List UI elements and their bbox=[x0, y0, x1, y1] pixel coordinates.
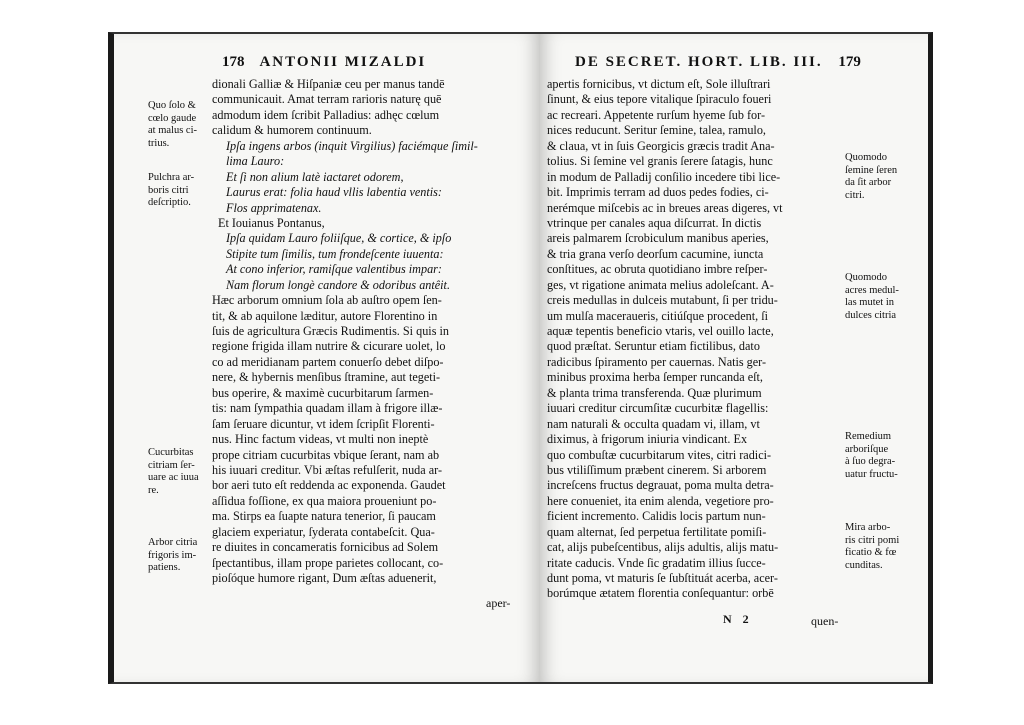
text-line: nices reducunt. Seritur ſemine, talea, ramulo, bbox=[547, 123, 766, 138]
text-line: um mulſa maceraueris, citiúſque procedent, ſi bbox=[547, 308, 768, 323]
signature-mark: N 2 bbox=[723, 612, 753, 626]
left-page-number: 178 bbox=[222, 54, 245, 70]
text-line: co ad meridianam partem conuerſo debet diſpo- bbox=[212, 354, 444, 369]
text-line: quam alternat, ſed perpetua fertilitate pomiſi- bbox=[547, 524, 767, 539]
text-line: bus operire, & maximè cucurbitarum ſarmen- bbox=[212, 385, 434, 400]
text-line: prope citriam cucurbitas vbique ſerant, nam ab bbox=[212, 447, 440, 462]
text-line: Ipſa quidam Lauro foliiſque, & cortice, & ipſo bbox=[226, 231, 452, 246]
margin-note-line: cœlo gaude bbox=[148, 112, 197, 124]
margin-note-line: at malus ci- bbox=[148, 125, 197, 136]
text-line: aſſidua foſſione, ex qua maiora proueniunt po- bbox=[212, 493, 437, 508]
text-line: in modum de Palladij conſilio incedere tibi lice- bbox=[547, 169, 781, 184]
text-line: apertis fornicibus, vt dictum eſt, Sole illuſtrari bbox=[547, 77, 771, 91]
margin-note bbox=[845, 272, 899, 322]
text-line: Hæc arborum omnium ſola ab auſtro opem ſen- bbox=[212, 293, 442, 308]
margin-note-line: Remedium bbox=[845, 431, 892, 442]
margin-note-line: patiens. bbox=[148, 562, 181, 573]
margin-note-line: Quo ſolo & bbox=[148, 100, 196, 111]
margin-note-line: Pulchra ar- bbox=[148, 172, 195, 183]
text-line: diximus, à frigorum iniuria vindicant. Ex bbox=[547, 432, 748, 447]
margin-note-line: uare ac iuua bbox=[148, 472, 199, 483]
text-line: ges, vt rigatione animata melius adoleſcant. A- bbox=[547, 277, 774, 292]
text-line: Stipite tum ſimilis, tum frondeſcente iuuenta: bbox=[226, 246, 444, 261]
text-line: aquæ tepentis beneficio vtaris, vel ouillo lacte, bbox=[547, 324, 774, 338]
text-line: Et Iouianus Pontanus, bbox=[218, 215, 325, 230]
margin-note-line: ficatio & fœ bbox=[845, 547, 897, 558]
left-catchword: aper- bbox=[486, 596, 511, 610]
margin-note bbox=[845, 152, 897, 202]
text-line: ac recreari. Appetente rurſum hyeme ſub for- bbox=[547, 107, 766, 122]
text-line: radicibus ſpiramento per cauernas. Natis ger- bbox=[547, 354, 767, 369]
text-line: creis medullas in dulceis mutabunt, ſi per tridu- bbox=[547, 293, 778, 308]
margin-note-line: Arbor citria bbox=[148, 537, 198, 548]
right-catchword: quen- bbox=[811, 614, 839, 628]
text-line: vtrinque per canales aqua diſcurrat. In dictis bbox=[547, 215, 762, 230]
margin-note bbox=[845, 522, 899, 572]
text-line: re diuites in concameratis fornicibus ad Solem bbox=[212, 540, 439, 555]
left-running-title: ANTONII MIZALDI bbox=[259, 54, 427, 70]
text-line: lima Lauro: bbox=[226, 154, 285, 169]
text-line: bor aeri tuto eſt reddenda ac exponenda. Gaudet bbox=[212, 478, 446, 493]
text-line: ſuis de agricultura Græcis Rudimentis. Si quis in bbox=[212, 324, 449, 338]
margin-note-line: re. bbox=[148, 484, 159, 496]
right-body-text bbox=[547, 77, 837, 602]
text-line: tis: nam ſympathia quadam illam à frigore illæ- bbox=[212, 401, 443, 416]
text-line: dunt poma, vt maturis ſe ſubſtituát acerba, acer- bbox=[547, 571, 778, 585]
text-line: Et ſi non alium latè iactaret odorem, bbox=[226, 169, 404, 184]
text-line: communicauit. Amat terram rarioris naturę quē bbox=[212, 92, 442, 107]
margin-note-line: ris citri pomi bbox=[845, 534, 900, 546]
right-page-number: 179 bbox=[838, 54, 861, 70]
text-line: bus vtiliſſimum præbent cinerem. Si arborem bbox=[547, 462, 767, 477]
text-line: Nam florum longè candore & odoribus antêit. bbox=[226, 277, 450, 292]
margin-note bbox=[845, 431, 898, 481]
margin-note-line: dulces citria bbox=[845, 309, 897, 321]
margin-note-line: acres medul- bbox=[845, 284, 899, 296]
text-line: & planta trima transferenda. Quæ plurimum bbox=[547, 385, 762, 400]
text-line: ſam ſeruare dicuntur, vt idem ſcripſit Florenti- bbox=[212, 416, 435, 431]
text-line: cat, alijs pubeſcentibus, alijs adultis, alijs matu- bbox=[547, 540, 779, 555]
text-line: At cono inferior, ramiſque valentibus impar: bbox=[226, 262, 442, 277]
text-line: increſcens fructus degrauat, poma multa detra- bbox=[547, 478, 774, 493]
margin-note bbox=[148, 447, 199, 497]
text-line: here conueniet, ita enim alenda, vegetiore pro- bbox=[547, 493, 774, 508]
margin-note-line: boris citri bbox=[148, 184, 189, 196]
text-line: calidum & humorem continuum. bbox=[212, 123, 372, 138]
text-line: tolius. Si ſemine vel granis ſerere ſatagis, hunc bbox=[547, 154, 773, 169]
margin-note-line: Mira arbo- bbox=[845, 522, 891, 533]
left-running-head bbox=[222, 54, 426, 71]
margin-note-line: à ſuo degra- bbox=[845, 456, 896, 467]
text-line: Ipſa ingens arbos (inquit Virgilius) faciémque ſimil- bbox=[226, 138, 478, 153]
text-line: borúmque ætatem florentia conſequantur: orbē bbox=[547, 586, 774, 601]
margin-note-line: Quomodo bbox=[845, 272, 887, 283]
margin-note-line: frigoris im- bbox=[148, 549, 197, 561]
margin-note-line: da ſit arbor bbox=[845, 177, 892, 188]
margin-note bbox=[148, 172, 194, 210]
text-line: his iuuari creditur. Vbi æſtas refulſerit, nuda ar- bbox=[212, 462, 443, 477]
margin-note-line: las mutet in bbox=[845, 297, 894, 308]
text-line: bit. Imprimis terram ad duos pedes fodies, ci- bbox=[547, 185, 769, 200]
margin-note-line: deſcriptio. bbox=[148, 197, 191, 208]
text-line: conſtitues, ac obruta quotidiano imbre reſper- bbox=[547, 262, 768, 277]
margin-note-line: Quomodo bbox=[845, 152, 887, 163]
text-line: nere, & hybernis menſibus ſtramine, aut tegeti- bbox=[212, 370, 441, 385]
text-line: quo combuſtæ cucurbitarum vites, citri radici- bbox=[547, 447, 772, 462]
text-line: Flos apprimatenax. bbox=[226, 200, 322, 215]
left-body-text bbox=[212, 77, 540, 586]
margin-note-line: cunditas. bbox=[845, 559, 883, 571]
margin-note-line: citriam ſer- bbox=[148, 459, 195, 471]
text-line: quod præſtat. Seruntur etiam fictilibus, dato bbox=[547, 339, 760, 354]
margin-note-line: Cucurbitas bbox=[148, 447, 194, 458]
left-page bbox=[108, 32, 540, 684]
text-line: admodum idem ſcribit Palladius: adhęc cœlum bbox=[212, 107, 440, 122]
text-line: ſinunt, & eius tepore vitalique ſpiraculo foueri bbox=[547, 92, 772, 107]
text-line: & claua, vt in ſuis Georgicis græcis tradit Ana- bbox=[547, 138, 775, 153]
text-line: & tria grana verſo deorſum cacumine, iuncta bbox=[547, 246, 764, 261]
margin-note bbox=[148, 537, 197, 575]
margin-note-line: ſemine ſeren bbox=[845, 164, 898, 176]
text-line: dionali Galliæ & Hiſpaniæ ceu per manus tandē bbox=[212, 77, 445, 91]
text-line: areis palmarem ſcrobiculum manibus aperies, bbox=[547, 231, 769, 246]
text-line: ritate caducis. Vnde ſic gradatim illius ſucce- bbox=[547, 555, 766, 570]
right-running-title: DE SECRET. HORT. LIB. III. bbox=[575, 54, 823, 70]
text-line: Laurus erat: folia haud vllis labentia ventis: bbox=[226, 185, 442, 200]
text-line: regione frigida illam nutrire & cicurare uolet, lo bbox=[212, 339, 446, 354]
book-spread bbox=[105, 28, 935, 688]
text-line: nam naturali & occulta quadam vi, illam, vt bbox=[547, 416, 760, 431]
right-page bbox=[539, 32, 933, 684]
text-line: pioſóque humore rigant, Dum æſtas aduenerit, bbox=[212, 571, 437, 585]
margin-note-line: citri. bbox=[845, 189, 865, 201]
text-line: ſpectantibus, illam prope parietes collocant, co- bbox=[212, 555, 444, 570]
text-line: glaciem experiatur, ſyderata contabeſcit. Qua- bbox=[212, 524, 435, 539]
text-line: nerémque miſcebis ac in breues areas diɡeres, vt bbox=[547, 200, 783, 215]
text-line: nus. Hinc factum videas, vt multi non ineptè bbox=[212, 432, 429, 447]
text-line: tit, & ab aquilone læditur, autore Florentino in bbox=[212, 308, 438, 323]
text-line: ma. Stirps ea ſuapte natura tenerior, ſi paucam bbox=[212, 509, 436, 524]
text-line: iuuari creditur circumſitæ cucurbitæ flagellis: bbox=[547, 401, 769, 416]
margin-note-line: uatur fructu- bbox=[845, 468, 898, 480]
right-running-head bbox=[575, 54, 861, 71]
margin-note bbox=[148, 100, 197, 150]
margin-note-line: trius. bbox=[148, 137, 170, 149]
text-line: minibus proxima herba ſemper runcanda eſt, bbox=[547, 370, 763, 385]
margin-note-line: arboriſque bbox=[845, 443, 889, 455]
text-line: ficient incremento. Calidis locis partum nun- bbox=[547, 509, 766, 524]
